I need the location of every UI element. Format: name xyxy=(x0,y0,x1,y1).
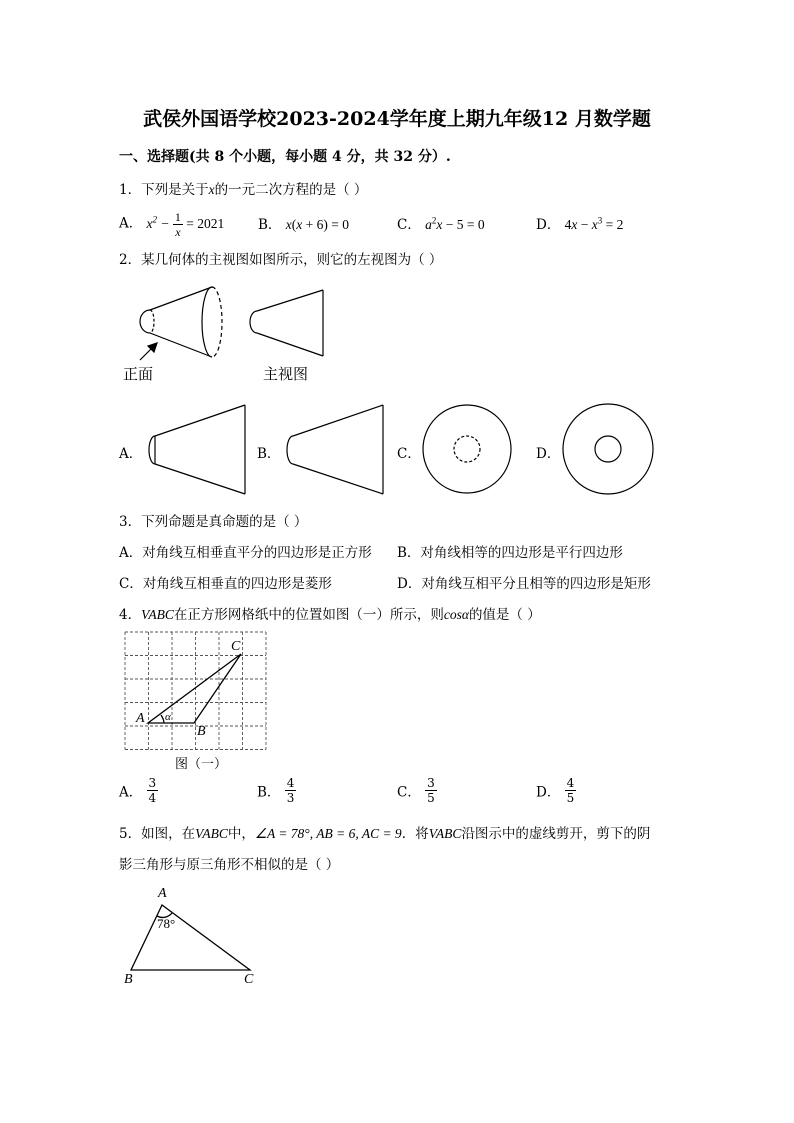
q4-label-alpha: α xyxy=(165,711,171,723)
front-arrow xyxy=(140,343,157,360)
section-heading: 一、选择题(共 8 个小题，每小题 4 分，共 32 分）. xyxy=(119,149,451,165)
q2-option-c-figure xyxy=(423,405,511,493)
q2-option-d-figure xyxy=(563,404,653,494)
q1-stem-text: 1．下列是关于 xyxy=(119,182,209,198)
q4-a-denominator: 4 xyxy=(148,791,157,805)
q4-figure-caption: 图（一） xyxy=(175,757,228,772)
q4-num: 4． xyxy=(119,607,142,623)
option-label: A． xyxy=(119,215,143,232)
q4-label-a: A xyxy=(136,711,145,726)
q4-b-numerator: 4 xyxy=(286,776,295,790)
q5-angle-label: 78° xyxy=(157,916,176,931)
main-view-label: 主视图 xyxy=(263,365,309,383)
q2-option-c-label: C． xyxy=(397,446,421,462)
q1-option-c: C． $a^2x - 5 = 0$ xyxy=(397,215,485,233)
option-label: C． xyxy=(397,784,421,801)
q2-option-a-figure xyxy=(149,405,245,494)
q4-a-numerator: 3 xyxy=(148,776,157,790)
question-5-line-2: 影三角形与原三角形不相似的是（ ） xyxy=(119,857,340,873)
q2-option-d-label: D． xyxy=(536,446,561,462)
option-label: D． xyxy=(536,784,561,801)
q4-stem-text: 在正方形网格纸中的位置如图（一）所示，则 xyxy=(173,607,444,623)
question-3-stem: 3．下列命题是真命题的是（ ） xyxy=(119,514,308,530)
q4-option-d xyxy=(536,776,576,805)
q4-d-denominator: 5 xyxy=(566,791,575,805)
q1-option-b: B． x(x + 6) = 0 xyxy=(258,217,349,233)
option-label: B． xyxy=(258,217,282,233)
q3-option-c: C．对角线互相垂直的四边形是菱形 xyxy=(119,576,332,592)
front-label: 正面 xyxy=(123,365,154,383)
question-4-stem xyxy=(119,603,541,623)
q4-stem-text-2: 的值是（ ） xyxy=(468,607,541,623)
q5-label-b: B xyxy=(124,972,133,987)
q5-triangle-name: VABC xyxy=(195,826,228,841)
q4-c-numerator: 3 xyxy=(427,776,435,790)
q4-d-numerator: 4 xyxy=(566,776,575,790)
q2-option-b-figure xyxy=(287,405,383,494)
q5-triangle xyxy=(131,905,250,970)
q3-option-d: D．对角线互相平分且相等的四边形是矩形 xyxy=(397,576,651,592)
q4-cos: cosα xyxy=(443,607,469,622)
q5-text: 5．如图，在 xyxy=(119,826,196,842)
main-view-figure xyxy=(250,290,323,356)
q5-text-2: 中， xyxy=(227,826,255,842)
q3-option-b: B．对角线相等的四边形是平行四边形 xyxy=(397,545,623,561)
option-label: D． xyxy=(536,217,561,233)
q4-label-b: B xyxy=(197,724,206,739)
q4-triangle-name: VABC xyxy=(141,607,174,622)
option-label: B． xyxy=(257,784,281,801)
q3-option-a: A．对角线互相垂直平分的四边形是正方形 xyxy=(119,545,372,561)
q5-label-c: C xyxy=(244,972,254,987)
q5-text-4: 沿图示中的虚线剪开，剪下的阴 xyxy=(461,826,651,842)
q5-triangle-name-2: VABC xyxy=(428,826,462,841)
q2-option-a-label: A． xyxy=(119,446,143,462)
q1-stem-text-2: 的一元二次方程的是（ ） xyxy=(214,182,368,198)
q4-option-b xyxy=(257,776,296,805)
q4-option-a xyxy=(119,776,158,805)
q4-c-denominator: 5 xyxy=(427,791,435,805)
q1-option-a: A． $x^2$ − $\frac{1}{x}$ = 2021 xyxy=(119,210,225,239)
q4-grid-figure xyxy=(125,632,266,750)
q4-label-c: C xyxy=(231,639,241,654)
q5-condition: ∠A = 78°, AB = 6, AC = 9 xyxy=(254,826,402,841)
q4-b-denominator: 3 xyxy=(286,791,295,805)
page-title: 武侯外国语学校2023-2024学年度上期九年级12 月数学题 xyxy=(143,108,651,130)
q5-text-3: ．将 xyxy=(401,826,429,842)
q1-option-d: D． $4x - x^3 = 2$ xyxy=(536,215,624,233)
q4-triangle xyxy=(148,654,241,723)
question-5-line-1 xyxy=(119,822,650,842)
option-label: C． xyxy=(397,217,421,233)
q5-label-a: A xyxy=(158,886,167,901)
q4-option-c xyxy=(397,776,437,805)
question-2-stem: 2．某几何体的主视图如图所示，则它的左视图为（ ） xyxy=(119,252,443,268)
option-label: A． xyxy=(119,784,143,801)
q2-option-b-label: B． xyxy=(257,446,281,462)
q1-variable: x xyxy=(208,182,215,197)
